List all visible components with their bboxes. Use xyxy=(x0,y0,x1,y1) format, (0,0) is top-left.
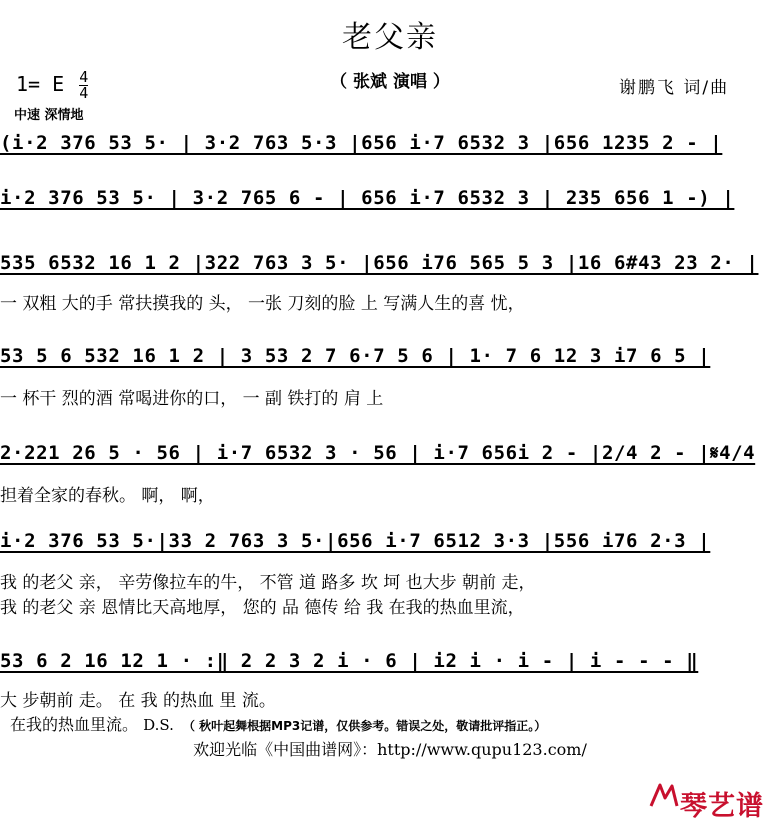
song-title: 老父亲 xyxy=(342,20,438,55)
tempo-marking: 中速 深情地 xyxy=(14,108,84,123)
lyric-line-3: 一 双粗 大的手 常扶摸我的 头， 一张 刀刻的脸 上 写满人生的喜 忧， xyxy=(0,294,525,314)
notation-line-4: 53 5 6 532 16 1 2 | 3 53 2 7 6·7 5 6 | 1· 7 6 12 3 i7 6 5 | xyxy=(0,345,711,367)
notation-line-3: 535 6532 16 1 2 |322 763 3 5· |656 i76 565 5 3 |16 6#43 23 2· | xyxy=(0,252,759,274)
logo-text: 琴艺谱 xyxy=(680,791,764,822)
time-signature-bottom: 4 xyxy=(79,84,89,102)
notation-line-6: i·2 376 53 5·|33 2 763 3 5·|656 i·7 6512 3·3 |556 i76 2·3 | xyxy=(0,530,711,552)
time-signature-top: 4 xyxy=(79,68,89,86)
end-lyric: 在我的热血里流。 xyxy=(10,715,139,734)
key-label: 1= E xyxy=(16,72,65,96)
key-signature xyxy=(16,70,88,101)
dal-segno-mark: D.S. xyxy=(143,716,174,734)
lyric-line-7: 大 步朝前 走。 在 我 的热血 里 流。 xyxy=(0,691,276,711)
notation-line-7: 53 6 2 16 12 1 · :‖ 2 2 3 2 i · 6 | i2 i · i - | i - - - ‖ xyxy=(0,650,699,672)
website-credit[interactable]: 欢迎光临《中国曲谱网》：http://www.qupu123.com/ xyxy=(193,740,587,759)
notation-line-5: 2·221 26 5 · 56 | i·7 6532 3 · 56 | i·7 656i 2 - |2/4 2 - |𝄋4/4 xyxy=(0,442,756,464)
logo-icon xyxy=(648,780,680,812)
time-signature xyxy=(79,70,88,101)
author-credit: 谢鹏飞 词/曲 xyxy=(619,78,730,98)
lyric-line-4: 一 杯干 烈的酒 常喝进你的口， 一 副 铁打的 肩 上 xyxy=(0,389,384,409)
lyric-line-6a: 我 的老父 亲， 辛劳像拉车的牛， 不管 道 路多 坎 坷 也大步 朝前 走， xyxy=(0,573,536,593)
singer-credit: （ 张斌 演唱 ） xyxy=(330,72,450,92)
lyric-line-6b: 我 的老父 亲 恩情比天高地厚， 您的 品 德传 给 我 在我的热血里流， xyxy=(0,598,525,618)
lyric-line-5: 担着全家的春秋。 啊， 啊， xyxy=(0,486,215,506)
transcription-note: （ 秋叶起舞根据MP3记谱，仅供参考。错误之处，敬请批评指正。） xyxy=(182,719,547,733)
notation-line-1: (i·2 376 53 5· | 3·2 763 5·3 |656 i·7 6532 3 |656 1235 2 - | xyxy=(0,132,723,154)
notation-line-2: i·2 376 53 5· | 3·2 765 6 - | 656 i·7 6532 3 | 235 656 1 -) | xyxy=(0,187,735,209)
footer-line xyxy=(10,712,546,735)
